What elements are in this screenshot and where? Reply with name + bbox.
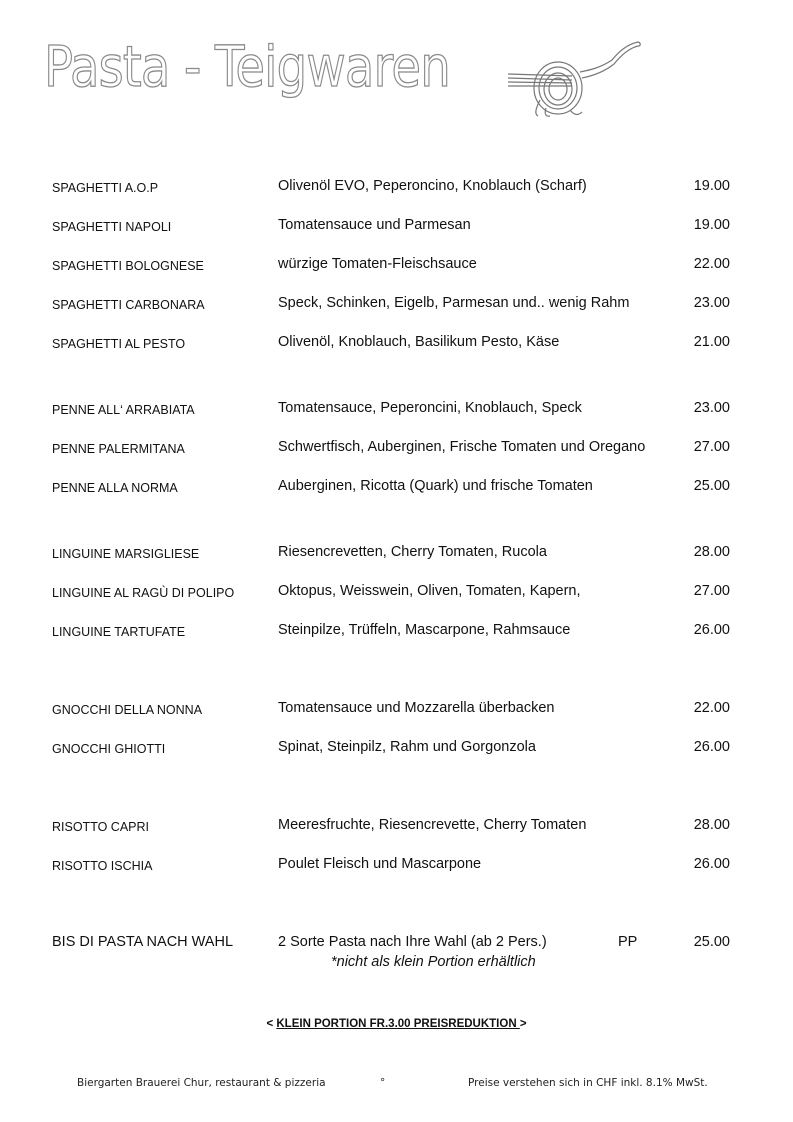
menu-item [0,622,793,661]
item-price: 23.00 [693,295,730,311]
menu-item [0,478,793,517]
menu-item [0,739,793,778]
item-name: RISOTTO ISCHIA [52,859,153,873]
item-name: SPAGHETTI NAPOLI [52,220,172,234]
item-name: LINGUINE AL RAGÙ DI POLIPO [52,586,235,600]
item-price: 26.00 [693,739,730,755]
item-name: GNOCCHI DELLA NONNA [52,703,203,717]
item-name: SPAGHETTI CARBONARA [52,298,205,312]
item-unit: PP [618,934,638,950]
item-price: 25.00 [693,934,730,950]
item-description: Olivenöl EVO, Peperoncino, Knoblauch (Scharf) [278,178,587,194]
item-price: 22.00 [693,256,730,272]
menu-section [0,817,793,895]
menu-item [0,856,793,895]
footer-restaurant: Biergarten Brauerei Chur, restaurant & pizzeria [77,1077,326,1089]
item-description: Tomatensauce und Mozzarella überbacken [278,700,555,716]
item-name: LINGUINE TARTUFATE [52,625,186,639]
item-note: *nicht als klein Portion erhältlich [331,954,536,970]
item-price: 26.00 [693,856,730,872]
item-description: Spinat, Steinpilz, Rahm und Gorgonzola [278,739,536,755]
menu-item [0,295,793,334]
item-price: 19.00 [693,217,730,233]
item-name: PENNE ALLA NORMA [52,481,178,495]
item-price: 28.00 [693,544,730,560]
menu-item [0,178,793,217]
menu-item [0,400,793,439]
item-description: Steinpilze, Trüffeln, Mascarpone, Rahmsauce [278,622,571,638]
menu-item-special [0,934,793,973]
item-description: Riesencrevetten, Cherry Tomaten, Rucola [278,544,547,560]
item-description: Poulet Fleisch und Mascarpone [278,856,482,872]
menu-section [0,178,793,373]
item-price: 21.00 [693,334,730,350]
item-description: Tomatensauce, Peperoncini, Knoblauch, Speck [278,400,582,416]
item-price: 28.00 [693,817,730,833]
item-price: 26.00 [693,622,730,638]
item-name: RISOTTO CAPRI [52,820,150,834]
menu-section [0,544,793,661]
menu-item [0,544,793,583]
reduction-close: > [519,1018,527,1030]
menu-list [0,178,793,973]
menu-item [0,439,793,478]
item-name: SPAGHETTI A.O.P [52,181,159,195]
menu-item [0,817,793,856]
reduction-text: KLEIN PORTION FR.3.00 PREISREDUKTION [276,1018,520,1030]
item-price: 25.00 [693,478,730,494]
menu-item [0,217,793,256]
item-name: PENNE ALL‘ ARRABIATA [52,403,195,417]
menu-item [0,583,793,622]
menu-item [0,700,793,739]
item-description: Speck, Schinken, Eigelb, Parmesan und.. wenig Rahm [278,295,630,311]
item-price: 27.00 [693,583,730,599]
item-name: LINGUINE MARSIGLIESE [52,547,200,561]
item-price: 22.00 [693,700,730,716]
small-portion-notice [0,1018,793,1030]
item-name: SPAGHETTI AL PESTO [52,337,186,351]
item-description: Auberginen, Ricotta (Quark) und frische Tomaten [278,478,593,494]
reduction-open: < [266,1018,277,1030]
page-title: Pasta - Teigwaren [44,35,450,100]
item-description: Tomatensauce und Parmesan [278,217,471,233]
item-description: würzige Tomaten-Fleischsauce [278,256,477,272]
spaghetti-fork-icon [500,38,645,118]
item-price: 27.00 [693,439,730,455]
item-description: Oktopus, Weisswein, Oliven, Tomaten, Kapern, [278,583,581,599]
item-name: SPAGHETTI BOLOGNESE [52,259,204,273]
item-name: BIS DI PASTA NACH WAHL [52,934,234,950]
menu-item [0,256,793,295]
menu-section [0,700,793,778]
item-name: GNOCCHI GHIOTTI [52,742,166,756]
item-description: Olivenöl, Knoblauch, Basilikum Pesto, Käse [278,334,560,350]
footer-separator: ° [380,1077,386,1089]
menu-section [0,400,793,517]
menu-item [0,334,793,373]
item-price: 23.00 [693,400,730,416]
item-name: PENNE PALERMITANA [52,442,185,456]
item-price: 19.00 [693,178,730,194]
item-description: Meeresfruchte, Riesencrevette, Cherry Tomaten [278,817,587,833]
item-description: Schwertfisch, Auberginen, Frische Tomaten und Oregano [278,439,646,455]
footer-price-info: Preise verstehen sich in CHF inkl. 8.1% MwSt. [468,1077,708,1089]
item-description: 2 Sorte Pasta nach Ihre Wahl (ab 2 Pers.) [278,934,547,950]
